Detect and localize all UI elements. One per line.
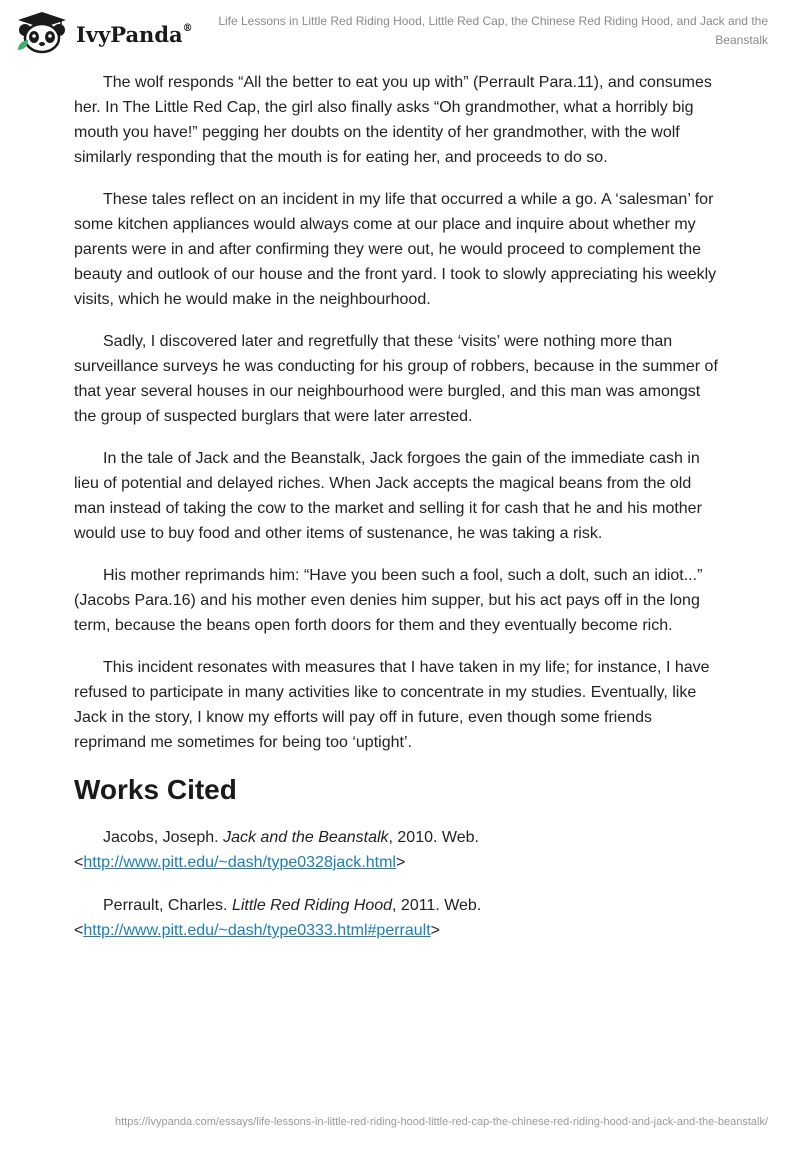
citation-jacobs: Jacobs, Joseph. Jack and the Beanstalk, 2010. Web. <http://www.pitt.edu/~dash/type0328jack.html>	[74, 829, 479, 871]
ivypanda-logo[interactable]	[14, 10, 204, 54]
works-cited-heading: Works Cited	[74, 774, 237, 805]
citation-title: Little Red Riding Hood	[231, 897, 393, 914]
footer-source-url: https://ivypanda.com/essays/life-lessons-in-little-red-riding-hood-little-red-cap-the-chinese-red-riding-hood-and-jack-and-the-beanstalk/	[115, 1116, 768, 1128]
paragraph: This incident resonates with measures that I have taken in my life; for instance, I have refused to participate in many activities like to concentrate in my studies. Eventually, like Jack in the story, I know my efforts will pay off in future, even though some friends reprimand me sometimes for being too ‘uptight’.	[74, 659, 710, 751]
panda-graduate-icon	[14, 10, 70, 54]
paragraph: These tales reflect on an incident in my life that occurred a while a go. A ‘salesman’ for some kitchen appliances would always come at our place and inquire about whether my parents were in and after confirming they were out, he would proceed to complement the beauty and outlook of our house and the front yard. I took to slowly appreciating his weekly visits, which he would make in the neighbourhood.	[74, 191, 717, 308]
brand-name: IvyPanda®	[76, 22, 193, 47]
paragraph: Sadly, I discovered later and regretfully that these ‘visits’ were nothing more than surveillance surveys he was conducting for his group of robbers, because in the summer of that year several houses in our neighbourhood were burgled, and this man was amongst the group of suspected burglars that were later arrested.	[74, 333, 718, 425]
essay-title-header: Life Lessons in Little Red Riding Hood, Little Red Cap, the Chinese Red Riding Hood, and Jack and the Beanstalk	[218, 14, 768, 47]
paragraph: In the tale of Jack and the Beanstalk, Jack forgoes the gain of the immediate cash in lieu of potential and delayed riches. When Jack accepts the magical beans from the old man instead of taking the cow to the market and selling it for cash that he and his mother would use to buy food and other items of sustenance, he was taking a risk.	[74, 450, 702, 542]
citation-title: Jack and the Beanstalk	[223, 829, 389, 846]
citation-perrault: Perrault, Charles. Little Red Riding Hood, 2011. Web. <http://www.pitt.edu/~dash/type0333.html#perrault>	[74, 897, 482, 939]
essay-body	[74, 70, 726, 961]
page-header	[0, 0, 800, 60]
citation-link[interactable]: http://www.pitt.edu/~dash/type0333.html#perrault	[83, 922, 431, 939]
paragraph: The wolf responds “All the better to eat you up with” (Perrault Para.11), and consumes her. In The Little Red Cap, the girl also finally asks “Oh grandmother, what a horribly big mouth you have!” pegging her doubts on the identity of her grandmother, with the wolf similarly responding that the mouth is for eating her, and proceeds to do so.	[74, 74, 712, 166]
citation-link[interactable]: http://www.pitt.edu/~dash/type0328jack.html	[83, 854, 396, 871]
paragraph: His mother reprimands him: “Have you been such a fool, such a dolt, such an idiot...” (Jacobs Para.16) and his mother even denies him supper, but his act pays off in the long term, because the beans open forth doors for them and they eventually become rich.	[74, 567, 703, 634]
